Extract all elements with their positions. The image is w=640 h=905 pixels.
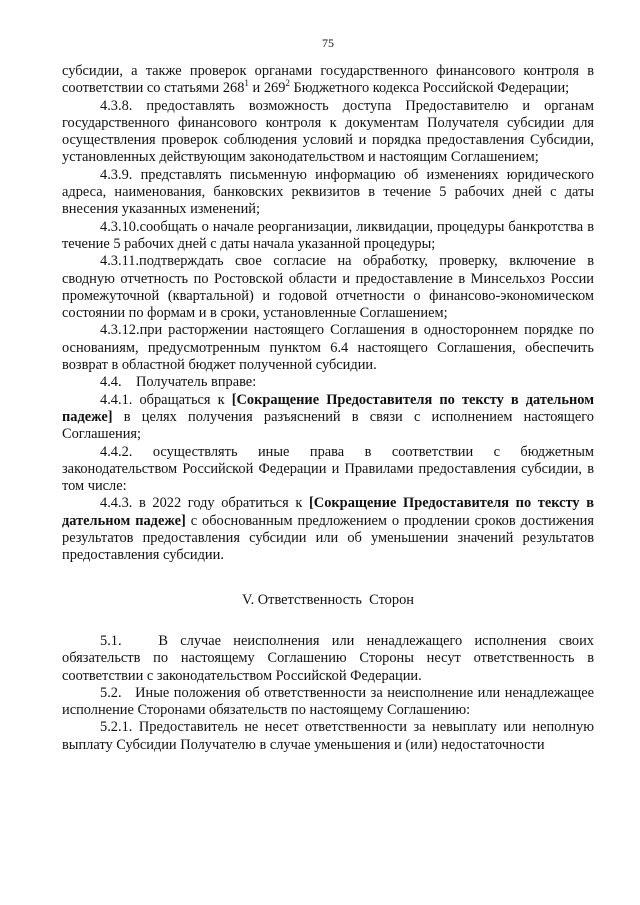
clause-text: с обоснованным предложением о продлении сроков достижения результатов предоставления субсидии или об уменьшении значений результатов предоставления субсидии. — [62, 512, 594, 564]
paragraph-text: субсидии, а также проверок органами государственного финансового контроля в соответствии со статьями 268 — [62, 63, 594, 97]
clause-4-4: 4.4. Получатель вправе: — [100, 374, 257, 391]
placeholder-bold: [Сокращение Предоставителя по тексту в дательном падеже] — [62, 495, 595, 529]
paragraph-continuation — [62, 63, 594, 98]
paragraph-text: Бюджетного кодекса Российской Федерации; — [289, 80, 570, 97]
placeholder-bold: [Сокращение Предоставителя по тексту в дательном падеже] — [62, 391, 595, 425]
clause-4-4-1 — [62, 392, 594, 444]
clause-4-3-9: 4.3.9. представлять письменную информацию об изменениях юридического адреса, наименования, банковских реквизитов в течение 5 рабочих дней с даты внесения указанных изменений; — [62, 166, 594, 218]
footnote-marker: 1 — [244, 78, 249, 89]
clause-4-3-8: 4.3.8. предоставлять возможность доступа Предоставителю и органам государственного финансового контроля к документам Получателя субсидии для осуществления проверок соблюдения условий и порядка предоставления Субсидии, установленных действующим законодательством и настоящим Соглашением; — [62, 97, 594, 166]
clause-4-3-12: 4.3.12.при расторжении настоящего Соглашения в одностороннем порядке по основаниям, предусмотренным пунктом 6.4 настоящего Соглашения, обеспечить возврат в областной бюджет полученной субсидии. — [62, 322, 594, 374]
clause-text: 4.4.3. в 2022 году обратиться к — [100, 495, 310, 512]
clause-4-3-11: 4.3.11.подтверждать свое согласие на обработку, проверку, включение в сводную отчетность по Ростовской области и предоставление в Минсельхоз России промежуточной (квартальной) и годовой отчетности о финансово-экономическом состоянии по формам и в сроки, установленные Соглашением; — [62, 253, 594, 322]
clause-5-2-1: 5.2.1. Предоставитель не несет ответственности за невыплату или неполную выплату Субсидии Получателю в случае уменьшения и (или) недостаточности — [62, 719, 594, 753]
clause-text: 4.4.1. обращаться к — [100, 391, 232, 408]
footnote-marker: 2 — [285, 78, 290, 89]
clause-text: в целях получения разъяснений в связи с исполнением настоящего Соглашения; — [62, 408, 594, 443]
clause-5-2: 5.2. Иные положения об ответственности за неисполнение или ненадлежащее исполнение Сторонами обязательств по настоящему Соглашению: — [62, 684, 598, 719]
clause-4-4-3 — [62, 495, 594, 564]
section-heading: V. Ответственность Сторон — [242, 591, 414, 608]
page-number: 75 — [322, 36, 334, 50]
clause-5-1: 5.1. В случае неисполнения или ненадлежащего исполнения своих обязательств по настоящему Соглашению Стороны несут ответственность в соответствии с законодательством Российской Федерации. — [62, 632, 598, 684]
clause-4-4-2: 4.4.2. осуществлять иные права в соответствии с бюджетным законодательством Российской Федерации и Правилами предоставления субсидии, в том числе: — [62, 443, 594, 495]
paragraph-text: и 269 — [248, 80, 286, 97]
clause-4-3-10: 4.3.10.сообщать о начале реорганизации, ликвидации, процедуры банкротства в течение 5 рабочих дней с даты начала указанной процедуры; — [62, 218, 594, 252]
